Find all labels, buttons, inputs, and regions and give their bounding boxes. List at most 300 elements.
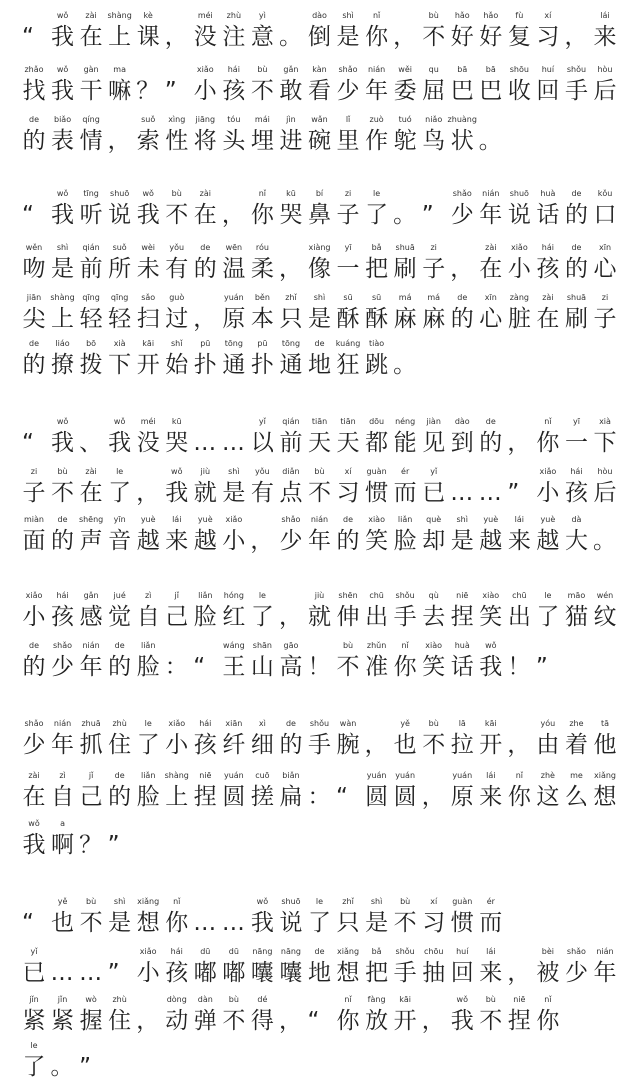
pinyin: liǎn [140,771,156,780]
hanzi: 着 [564,732,588,758]
pinyin: jiān [26,293,42,302]
hanzi: 手 [393,960,417,986]
hanzi: 孩 [222,78,246,104]
hanzi: 子 [336,202,360,228]
pinyin: xīn [484,293,497,302]
hanzi: 一 [336,256,360,282]
pinyin: huí [541,65,555,74]
hanzi: 你 [336,1008,360,1034]
pinyin: wēn [225,243,243,252]
hanzi: 年 [479,202,503,228]
hanzi: 不 [422,24,446,50]
hanzi: 扫 [136,306,160,332]
pinyin: què [426,515,442,524]
hanzi: 已 [22,960,46,986]
text-line [0,896,640,940]
pinyin: zhù [112,719,127,728]
hanzi: 的 [279,732,303,758]
pinyin: xiǎo [168,719,186,728]
hanzi: 来 [507,528,531,554]
pinyin: nǐ [544,417,552,426]
punctuation: ， [450,256,474,282]
hanzi: 子 [22,480,46,506]
hanzi: 作 [365,128,389,154]
pinyin: biǎo [53,115,72,124]
hanzi: 说 [279,910,303,936]
punctuation-cell [477,114,505,158]
hanzi: 也 [51,910,75,936]
pinyin: nāng [280,947,301,956]
hanzi: 搓 [250,784,274,810]
pinyin: zàng [509,293,529,302]
hanzi: 开 [393,1008,417,1034]
text-line [0,338,640,382]
pinyin: shēn [338,591,358,600]
pinyin: kàn [312,65,327,74]
pinyin: qián [82,243,100,252]
pinyin: nǐ [372,11,381,20]
hanzi: 山 [250,654,274,680]
pinyin: biǎn [282,771,300,780]
hanzi: 猫 [564,604,588,630]
hanzi: 细 [250,732,274,758]
pinyin: nǐ [344,995,352,1004]
hanzi: 他 [593,732,617,758]
hanzi: 越 [136,528,160,554]
pinyin: néng [395,417,416,426]
pinyin: xiǎng [137,897,160,906]
hanzi: 我 [51,430,75,456]
pinyin: le [144,719,152,728]
pinyin: bù [171,189,182,198]
hanzi: 却 [422,528,446,554]
pinyin: yǐ [430,467,438,476]
pinyin: jiù [314,591,325,600]
hanzi-cell [534,994,562,1038]
hanzi: 我 [51,202,75,228]
hanzi: 了 [22,1054,46,1080]
pinyin: lái [486,947,496,956]
hanzi: 己 [79,784,103,810]
hanzi: 笑 [422,654,446,680]
pinyin: wǎn [311,115,328,124]
pinyin: de [285,719,296,728]
pinyin: gàn [83,65,99,74]
hanzi: 年 [308,528,331,554]
hanzi: 脸 [393,528,417,554]
pinyin: kāi [399,995,412,1004]
hanzi: 少 [279,528,303,554]
hanzi-cell [591,416,619,460]
pinyin: lái [514,515,525,524]
hanzi: 手 [308,732,331,758]
pinyin: hái [541,243,554,252]
hanzi: 在 [479,256,503,282]
punctuation: … [193,910,217,936]
pinyin [67,1040,115,1052]
hanzi: 音 [108,528,132,554]
pinyin: me [570,771,583,780]
hanzi: 里 [336,128,360,154]
pinyin: shān [252,641,272,650]
pinyin: xiǎng [593,771,616,780]
pinyin: qián [282,417,300,426]
pinyin: jiāng [195,115,216,124]
hanzi: 不 [393,910,417,936]
hanzi: 通 [279,352,303,378]
hanzi: 出 [365,604,389,630]
hanzi: 上 [51,306,75,332]
text-line [0,590,640,634]
pinyin: shǐ [171,339,183,348]
text-line [0,718,640,762]
hanzi: 听 [79,202,103,228]
pinyin: jiàn [426,417,441,426]
hanzi: 我 [108,430,132,456]
pinyin: niǎo [425,115,443,124]
punctuation: ， [278,256,302,282]
punctuation: ， [136,1008,160,1034]
hanzi: 狂 [336,352,360,378]
pinyin: cuō [255,771,270,780]
hanzi: 想 [336,960,360,986]
hanzi-cell [591,770,619,814]
pinyin: zì [59,771,66,780]
hanzi: 已 [422,480,446,506]
hanzi: 自 [136,604,160,630]
hanzi: 柔 [250,256,274,282]
pinyin: de [343,515,354,524]
hanzi: 你 [365,24,389,50]
hanzi: 麻 [393,306,417,332]
pinyin: má [427,293,441,302]
pinyin: bù [400,897,411,906]
hanzi: 子 [593,306,617,332]
punctuation: ， [421,1008,445,1034]
pinyin: shì [370,897,383,906]
punctuation: ” [164,78,177,104]
pinyin: bí [315,189,324,198]
hanzi: 轻 [108,306,132,332]
hanzi: 扑 [250,352,274,378]
pinyin: sǎo [141,293,156,302]
punctuation: … [79,960,103,986]
hanzi: 注 [222,24,246,50]
hanzi: 不 [79,910,103,936]
hanzi: 刷 [393,256,417,282]
pinyin: wǒ [56,189,69,198]
pinyin: yuè [140,515,156,524]
pinyin: de [457,293,468,302]
pinyin: qu [428,65,439,74]
pinyin: shì [342,11,354,20]
hanzi: 小 [136,960,160,986]
pinyin: shì [228,467,240,476]
pinyin [581,514,629,526]
pinyin: zi [430,243,437,252]
hanzi: 性 [165,128,189,154]
pinyin: yuè [483,515,499,524]
pinyin: kū [171,417,182,426]
hanzi: 的 [108,784,132,810]
pinyin: wǒ [56,65,69,74]
hanzi: 嘟 [193,960,217,986]
pinyin: kǒu [597,189,613,198]
hanzi: 去 [422,604,446,630]
text-line [0,514,640,558]
hanzi: 不 [308,480,331,506]
hanzi: 的 [22,352,46,378]
hanzi: 紧 [22,1008,46,1034]
pinyin: liǎn [198,591,213,600]
hanzi: 的 [564,256,588,282]
punctuation: ， [278,1008,302,1034]
pinyin: sū [371,293,382,302]
pinyin: le [258,591,266,600]
pinyin: kè [143,11,153,20]
pinyin: fù [515,11,524,20]
punctuation: ， [107,128,131,154]
hanzi-cell [591,466,619,510]
pinyin: hái [227,65,240,74]
pinyin: shēng [78,515,104,524]
hanzi: 鸟 [422,128,446,154]
hanzi: 住 [108,1008,132,1034]
pinyin: de [29,641,39,650]
hanzi: 得 [250,1008,274,1034]
pinyin: tóu [227,115,241,124]
pinyin: tā [600,719,610,728]
hanzi: 习 [422,910,446,936]
hanzi: 一 [564,430,588,456]
pinyin: lái [600,11,610,20]
hanzi: 弹 [193,1008,217,1034]
pinyin: zài [85,467,97,476]
pinyin: wò [85,995,97,1004]
hanzi: 酥 [365,306,389,332]
pinyin: pū [200,339,211,348]
punctuation: “ [336,784,348,810]
pinyin: xí [430,897,438,906]
punctuation: … [193,430,217,456]
pinyin: bō [86,339,97,348]
pinyin: dào [312,11,327,20]
text-line [0,994,640,1038]
pinyin: nǐ [515,771,523,780]
hanzi-cell [477,896,505,940]
hanzi: 孩 [564,480,588,506]
hanzi: 自 [51,784,75,810]
hanzi: 少 [51,654,75,680]
pinyin: jiù [200,467,211,476]
hanzi: 碗 [308,128,331,154]
hanzi-cell [591,292,619,336]
pinyin: yǒu [169,243,185,252]
hanzi: 看 [308,78,331,104]
text-line [0,770,640,814]
pinyin: suǒ [112,243,127,252]
pinyin: niē [513,995,526,1004]
pinyin: bù [428,719,439,728]
hanzi: 哭 [165,430,189,456]
hanzi: 我 [450,1008,474,1034]
text-line [0,416,640,460]
hanzi: 感 [79,604,103,630]
pinyin: yě [57,897,68,906]
hanzi: 越 [536,528,560,554]
pinyin: lā [458,719,466,728]
pinyin: liǎn [140,641,156,650]
hanzi: 年 [593,960,617,986]
pinyin: jìn [286,115,296,124]
hanzi: 有 [165,256,189,282]
hanzi: 孩 [51,604,75,630]
pinyin: nǐ [258,189,267,198]
pinyin [467,114,515,126]
pinyin: wǒ [56,417,69,426]
hanzi: 子 [422,256,446,282]
pinyin: shǎo [281,515,301,524]
pinyin: mái [254,115,270,124]
hanzi: 不 [479,1008,503,1034]
pinyin: lái [172,515,182,524]
pinyin: má [398,293,412,302]
punctuation: ” [79,1054,92,1080]
hanzi: 越 [193,528,217,554]
hanzi: 过 [165,306,189,332]
hanzi: 口 [593,202,617,228]
hanzi: 习 [536,24,560,50]
pinyin: shǒu [395,947,415,956]
pinyin: le [315,897,324,906]
hanzi: 委 [393,78,417,104]
hanzi: 下 [108,352,132,378]
hanzi: 话 [450,654,474,680]
hanzi: 越 [479,528,503,554]
hanzi: 准 [365,654,389,680]
hanzi: 小 [22,604,46,630]
hanzi: 扁 [279,784,303,810]
pinyin: róu [255,243,269,252]
hanzi: 己 [165,604,189,630]
hanzi: 是 [108,910,132,936]
hanzi: 在 [79,480,103,506]
hanzi: 小 [222,528,246,554]
pinyin: tiān [340,417,356,426]
hanzi: 的 [193,256,217,282]
pinyin: le [544,591,552,600]
hanzi: 后 [593,78,617,104]
pinyin: nián [310,515,329,524]
pinyin: dōu [369,417,385,426]
pinyin: niē [199,771,212,780]
hanzi: 复 [507,24,531,50]
hanzi: 就 [193,480,217,506]
hanzi: 少 [450,202,474,228]
punctuation: ， [193,306,217,332]
pinyin: wàn [339,719,357,728]
hanzi: 天 [336,430,360,456]
pinyin: chū [512,591,527,600]
pinyin: wǒ [485,641,497,650]
punctuation-cell [391,338,419,382]
hanzi: 只 [336,910,360,936]
pinyin: dàn [197,995,213,1004]
pinyin: ma [113,65,126,74]
hanzi: 了 [108,480,132,506]
punctuation: … [221,910,245,936]
hanzi: 轻 [79,306,103,332]
pinyin: miàn [24,515,44,524]
punctuation: ， [221,202,245,228]
hanzi: 脸 [193,604,217,630]
pinyin: zì [144,591,152,600]
pinyin: nián [53,719,72,728]
hanzi: 动 [165,1008,189,1034]
hanzi: 哭 [279,202,303,228]
pinyin: xiǎo [510,243,528,252]
hanzi: 你 [536,430,560,456]
pinyin: bù [485,995,496,1004]
pinyin: de [485,417,496,426]
hanzi-cell [591,64,619,108]
pinyin: bù [86,897,97,906]
pinyin: shàng [107,11,132,20]
pinyin: yǐ [30,947,38,956]
hanzi: 在 [193,202,217,228]
hanzi: 撩 [51,352,75,378]
hanzi: 孩 [193,732,217,758]
text-line [0,242,640,286]
punctuation: ， [250,528,274,554]
hanzi: 在 [79,24,103,50]
pinyin: wǒ [142,189,154,198]
pinyin: bù [314,467,325,476]
hanzi: 是 [450,528,474,554]
pinyin: lái [486,771,496,780]
hanzi: 没 [136,430,160,456]
text-line [0,292,640,336]
pinyin: yuán [223,771,244,780]
hanzi: 也 [393,732,417,758]
hanzi: 孩 [536,256,560,282]
hanzi: 前 [79,256,103,282]
pinyin: tiān [311,417,328,426]
hanzi: 纤 [222,732,246,758]
hanzi: 来 [165,528,189,554]
pinyin: chū [369,591,384,600]
hanzi: 到 [450,430,474,456]
hanzi: 尖 [22,306,46,332]
hanzi-cell [591,10,619,54]
hanzi: 鸵 [393,128,417,154]
pinyin: de [57,515,68,524]
pinyin: shì [313,293,326,302]
hanzi: 好 [479,24,503,50]
pinyin: jǐ [174,591,179,600]
hanzi: 未 [136,256,160,282]
pinyin: huà [540,189,556,198]
hanzi: 地 [308,352,331,378]
hanzi: 所 [108,256,132,282]
hanzi: 的 [108,654,132,680]
hanzi: 圆 [222,784,246,810]
pinyin: yǒu [255,467,270,476]
pinyin: nián [596,947,614,956]
hanzi: 倒 [308,24,331,50]
pinyin: hǎo [454,11,470,20]
hanzi: 原 [450,784,474,810]
